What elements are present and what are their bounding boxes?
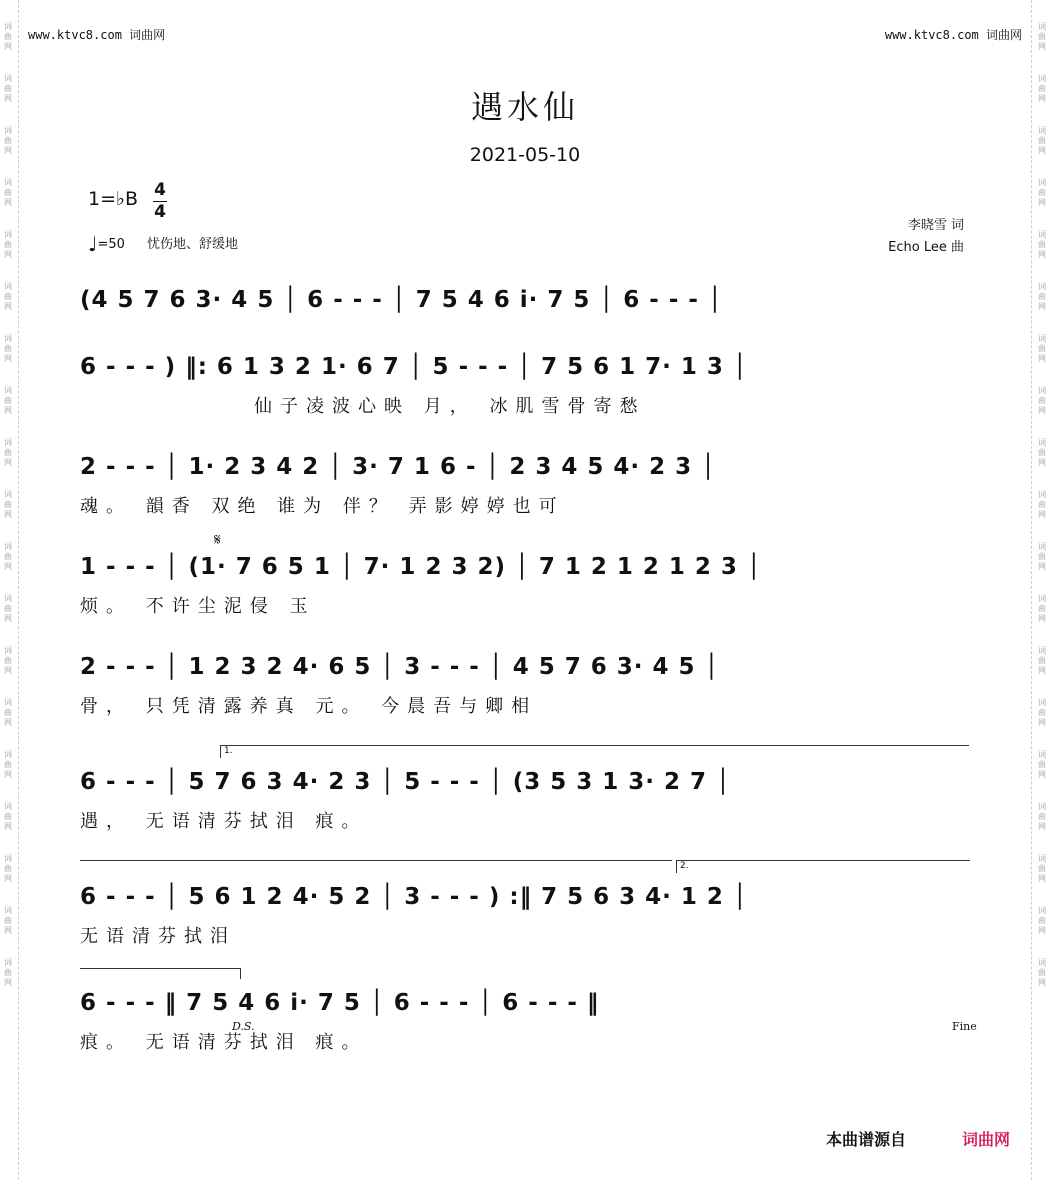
volta-1-continuation: [80, 860, 672, 861]
notes-line: 6 - - - ) ‖: 6 1 3 2 1· 6 7 │ 5 - - - │ 7 5 6 1 7· 1 3 │: [80, 354, 748, 380]
side-watermark-text: 词 曲 网: [4, 438, 12, 467]
side-watermark-left: [2, 0, 14, 1180]
tempo-marking: [88, 232, 238, 256]
tempo-expression: 忧伤地、舒缓地: [147, 237, 239, 252]
song-title: 遇水仙: [470, 88, 579, 126]
ds-mark: D.S.: [232, 1020, 255, 1033]
side-watermark-text: 词 曲 网: [4, 386, 12, 415]
side-watermark-text: 词 曲 网: [1038, 958, 1046, 987]
side-watermark-text: 词 曲 网: [4, 698, 12, 727]
lyrics-line: 烦。 不许尘泥侵 玉: [80, 596, 316, 617]
side-watermark-text: 词 曲 网: [1038, 230, 1046, 259]
lyrics-line: 无语清芬拭泪: [80, 926, 236, 947]
side-watermark-right: [1036, 0, 1048, 1180]
side-watermark-text: 词 曲 网: [4, 854, 12, 883]
footer-source-label: 本曲谱源自: [825, 1130, 906, 1149]
side-watermark-text: 词 曲 网: [1038, 178, 1046, 207]
key-signature: 1=♭B: [88, 188, 139, 210]
lyrics-line: 魂。 韻香 双绝 谁为 伴？ 弄影婷婷也可: [80, 496, 565, 517]
lyrics-line: 痕。 无语清芬拭泪 痕。: [80, 1032, 368, 1053]
notes-line: (4 5 7 6 3· 4 5 │ 6 - - - │ 7 5 4 6 i· 7 5 │ 6 - - - │: [80, 287, 723, 313]
volta-1: 1.: [220, 745, 969, 758]
side-watermark-text: 词 曲 网: [1038, 126, 1046, 155]
side-watermark-text: 词 曲 网: [1038, 74, 1046, 103]
composer-credit: Echo Lee 曲: [888, 240, 964, 255]
side-watermark-text: 词 曲 网: [1038, 542, 1046, 571]
side-watermark-text: 词 曲 网: [4, 74, 12, 103]
side-watermark-text: 词 曲 网: [4, 802, 12, 831]
lyricist-credit: 李晓雪 词: [907, 218, 964, 233]
song-date: 2021-05-10: [469, 144, 581, 166]
side-watermark-text: 词 曲 网: [4, 178, 12, 207]
time-sig-top: 4: [154, 180, 166, 200]
site-watermark-left[interactable]: www.ktvc8.com 词曲网: [28, 28, 166, 42]
side-watermark-text: 词 曲 网: [4, 906, 12, 935]
side-watermark-text: 词 曲 网: [1038, 750, 1046, 779]
notes-line: 6 - - - │ 5 6 1 2 4· 5 2 │ 3 - - - ) :‖ 7 5 6 3 4· 1 2 │: [80, 884, 748, 910]
side-watermark-text: 词 曲 网: [1038, 646, 1046, 675]
notes-line: 6 - - - │ 5 7 6 3 4· 2 3 │ 5 - - - │ (3 5 3 1 3· 2 7 │: [80, 769, 731, 795]
volta-2-continuation: [80, 968, 241, 979]
margin-line-right: [1031, 0, 1032, 1180]
tempo-value: =50: [97, 237, 125, 252]
side-watermark-text: 词 曲 网: [1038, 22, 1046, 51]
site-watermark-right[interactable]: www.ktvc8.com 词曲网: [884, 28, 1022, 42]
side-watermark-text: 词 曲 网: [1038, 490, 1046, 519]
footer-brand-link[interactable]: 词曲网: [961, 1130, 1010, 1149]
side-watermark-text: 词 曲 网: [4, 490, 12, 519]
side-watermark-text: 词 曲 网: [4, 750, 12, 779]
side-watermark-text: 词 曲 网: [4, 22, 12, 51]
lyrics-line: 骨， 只凭清露养真 元。 今晨吾与卿相: [80, 696, 538, 717]
side-watermark-text: 词 曲 网: [4, 230, 12, 259]
side-watermark-text: 词 曲 网: [4, 334, 12, 363]
time-sig-bottom: 4: [154, 202, 166, 222]
notes-line: 2 - - - │ 1 2 3 2 4· 6 5 │ 3 - - - │ 4 5 7 6 3· 4 5 │: [80, 654, 720, 680]
notes-line: 2 - - - │ 1· 2 3 4 2 │ 3· 7 1 6 - │ 2 3 4 5 4· 2 3 │: [80, 454, 717, 480]
side-watermark-text: 词 曲 网: [1038, 438, 1046, 467]
side-watermark-text: 词 曲 网: [1038, 802, 1046, 831]
side-watermark-text: 词 曲 网: [4, 646, 12, 675]
time-signature: [153, 180, 167, 223]
notes-line: 1 - - - │ (1· 7 6 5 1 │ 7· 1 2 3 2) │ 7 1 2 1 2 1 2 3 │: [80, 554, 762, 580]
side-watermark-text: 词 曲 网: [1038, 282, 1046, 311]
side-watermark-text: 词 曲 网: [4, 126, 12, 155]
side-watermark-text: 词 曲 网: [1038, 906, 1046, 935]
fine-mark: Fine: [952, 1020, 977, 1033]
footer-source: [826, 1127, 1010, 1150]
side-watermark-text: 词 曲 网: [1038, 698, 1046, 727]
side-watermark-text: 词 曲 网: [1038, 594, 1046, 623]
side-watermark-text: 词 曲 网: [4, 958, 12, 987]
quarter-note-icon: ♩: [88, 232, 98, 256]
lyrics-line: 仙子凌波心映 月， 冰肌雪骨寄愁: [254, 396, 646, 417]
side-watermark-text: 词 曲 网: [1038, 386, 1046, 415]
volta-2: 2.: [676, 860, 970, 873]
side-watermark-text: 词 曲 网: [4, 282, 12, 311]
notes-line: 6 - - - ‖ 7 5 4 6 i· 7 5 │ 6 - - - │ 6 - - - ‖: [80, 990, 600, 1016]
lyrics-line: 遇， 无语清芬拭泪 痕。: [80, 811, 368, 832]
side-watermark-text: 词 曲 网: [4, 594, 12, 623]
side-watermark-text: 词 曲 网: [1038, 854, 1046, 883]
segno-mark: 𝄋: [214, 530, 221, 549]
side-watermark-text: 词 曲 网: [1038, 334, 1046, 363]
margin-line-left: [18, 0, 19, 1180]
side-watermark-text: 词 曲 网: [4, 542, 12, 571]
